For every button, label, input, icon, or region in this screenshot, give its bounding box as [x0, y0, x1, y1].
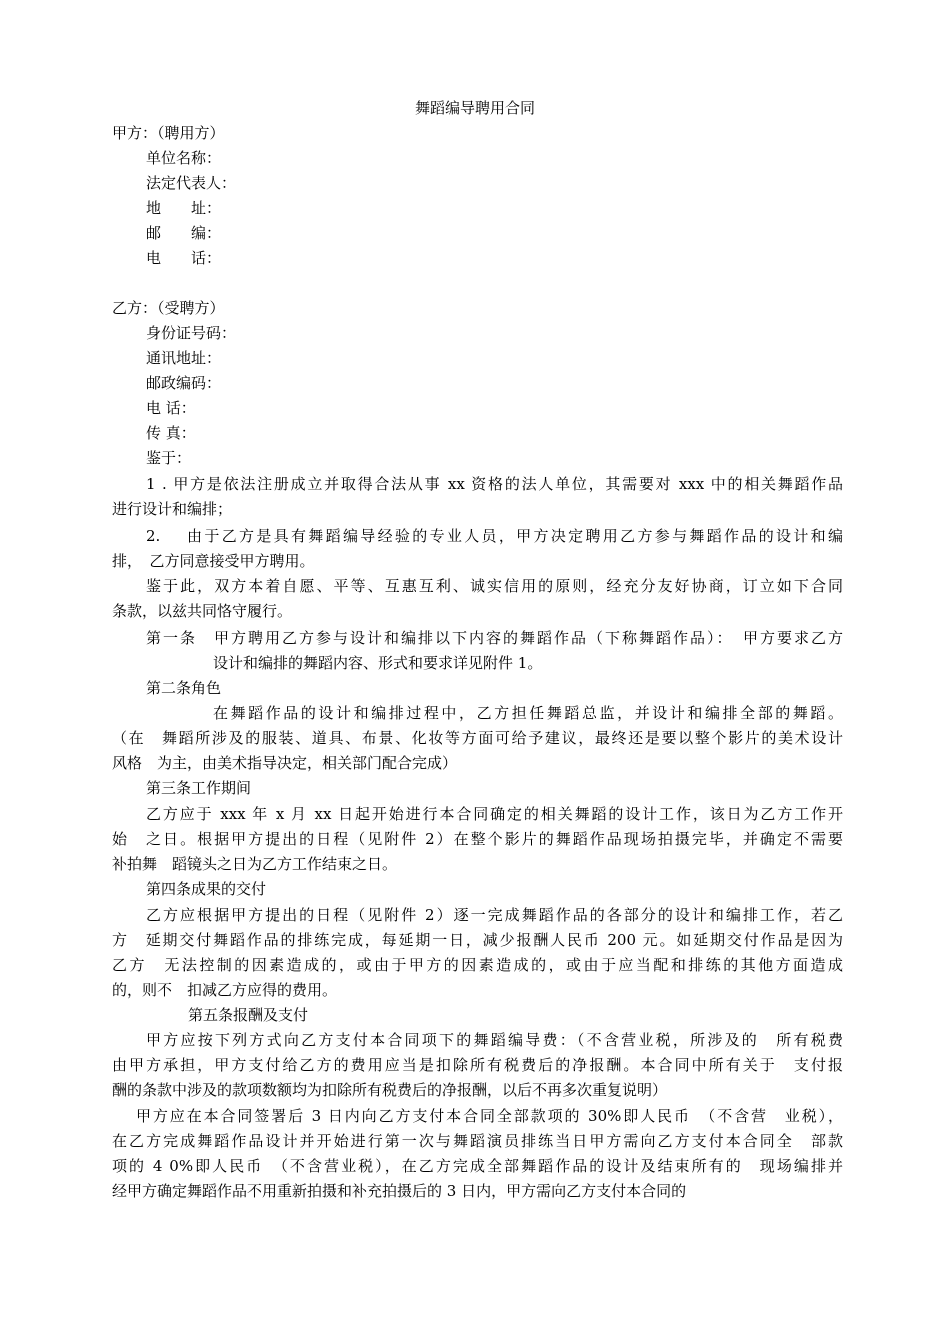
- document-title: 舞蹈编导聘用合同: [414, 99, 535, 117]
- article-4-line-3: 乙方 无法控制的因素造成的，或由于甲方的因素造成的，或由于应当配和排练的其他方面造成: [112, 956, 843, 974]
- article-5-para-2-line-1: 甲方应在本合同签署后 3 日内向乙方支付本合同全部款项的 30%即人民币 （不含营 业税），: [136, 1107, 843, 1125]
- article-3-heading: 第三条工作期间: [146, 779, 252, 797]
- party-b-field-fax: 传 真：: [146, 424, 196, 442]
- article-5-para-2-line-4: 经甲方确定舞蹈作品不用重新拍摄和补充拍摄后的 3 日内，甲方需向乙方支付本合同的: [112, 1182, 687, 1200]
- agreement-intro-line-1: 鉴于此，双方本着自愿、平等、互惠互利、诚实信用的原则，经充分友好协商，订立如下合同: [146, 577, 843, 595]
- whereas-item-2-line-1: 2. 由于乙方是具有舞蹈编导经验的专业人员，甲方决定聘用乙方参与舞蹈作品的设计和编: [146, 527, 843, 545]
- party-b-field-phone: 电 话：: [146, 399, 196, 417]
- article-3-line-3: 补拍舞 蹈镜头之日为乙方工作结束之日。: [112, 855, 398, 873]
- article-3-line-1: 乙方应于 xxx 年 x 月 xx 日起开始进行本合同确定的相关舞蹈的设计工作，该日为乙方工作开: [146, 805, 843, 823]
- article-5-para-2-line-3: 项的 4 0%即人民币 （不含营业税），在乙方完成全部舞蹈作品的设计及结束所有的 现场编排并: [112, 1157, 843, 1175]
- article-5-para-1-line-1: 甲方应按下列方式向乙方支付本合同项下的舞蹈编导费：（不含营业税，所涉及的 所有税费: [146, 1031, 843, 1049]
- party-a-heading: 甲方：（聘用方）: [112, 124, 225, 142]
- article-1-line-2: 设计和编排的舞蹈内容、形式和要求详见附件 1。: [213, 654, 543, 672]
- article-5-para-2-line-2: 在乙方完成舞蹈作品设计并开始进行第一次与舞蹈演员排练当日甲方需向乙方支付本合同全 部款: [112, 1132, 843, 1150]
- agreement-intro-line-2: 条款，以兹共同恪守履行。: [112, 602, 293, 620]
- article-2-line-2: （在 舞蹈所涉及的服装、道具、布景、化妆等方面可给予建议，最终还是要以整个影片的美术设计: [112, 729, 843, 747]
- whereas-label: 鉴于：: [146, 449, 192, 467]
- article-1-line-1: 第一条 甲方聘用乙方参与设计和编排以下内容的舞蹈作品（下称舞蹈作品）： 甲方要求乙方: [146, 629, 843, 647]
- article-3-line-2: 始 之日。根据甲方提出的日程（见附件 2）在整个影片的舞蹈作品现场拍摄完毕，并确定不需要: [112, 830, 843, 848]
- party-b-heading: 乙方：（受聘方）: [112, 299, 225, 317]
- article-4-line-2: 方 延期交付舞蹈作品的排练完成，每延期一日，减少报酬人民币 200 元。如延期交付作品是因为: [112, 931, 843, 949]
- whereas-item-1-line-2: 进行设计和编排；: [112, 500, 233, 518]
- party-a-field-phone: 电 话：: [146, 249, 222, 267]
- article-5-para-1-line-2: 由甲方承担，甲方支付给乙方的费用应当是扣除所有税费后的净报酬。本合同中所有关于 支付报: [112, 1056, 843, 1074]
- article-5-para-1-line-3: 酬的条款中涉及的款项数额均为扣除所有税费后的净报酬，以后不再多次重复说明）: [112, 1081, 668, 1099]
- party-a-field-address: 地 址：: [146, 199, 222, 217]
- party-a-field-company-name: 单位名称：: [146, 149, 222, 167]
- article-4-line-4: 的，则不 扣减乙方应得的费用。: [112, 981, 338, 999]
- party-b-field-id-number: 身份证号码：: [146, 324, 237, 342]
- party-a-field-postcode: 邮 编：: [146, 224, 222, 242]
- party-a-field-legal-representative: 法定代表人：: [146, 174, 237, 192]
- article-2-line-3: 风格 为主，由美术指导决定，相关部门配合完成）: [112, 754, 458, 772]
- party-b-field-mailing-address: 通讯地址：: [146, 349, 222, 367]
- article-5-heading: 第五条报酬及支付: [188, 1006, 309, 1024]
- whereas-item-2-line-2: 排， 乙方同意接受甲方聘用。: [112, 552, 315, 570]
- article-4-line-1: 乙方应根据甲方提出的日程（见附件 2）逐一完成舞蹈作品的各部分的设计和编排工作，若乙: [146, 906, 843, 924]
- article-2-line-1: 在舞蹈作品的设计和编排过程中，乙方担任舞蹈总监，并设计和编排全部的舞蹈。: [213, 704, 843, 722]
- whereas-item-1-line-1: 1 . 甲方是依法注册成立并取得合法从事 xx 资格的法人单位，其需要对 xxx 中的相关舞蹈作品: [146, 475, 843, 493]
- article-2-heading: 第二条角色: [146, 679, 222, 697]
- party-b-field-postal-code: 邮政编码：: [146, 374, 222, 392]
- article-4-heading: 第四条成果的交付: [146, 880, 267, 898]
